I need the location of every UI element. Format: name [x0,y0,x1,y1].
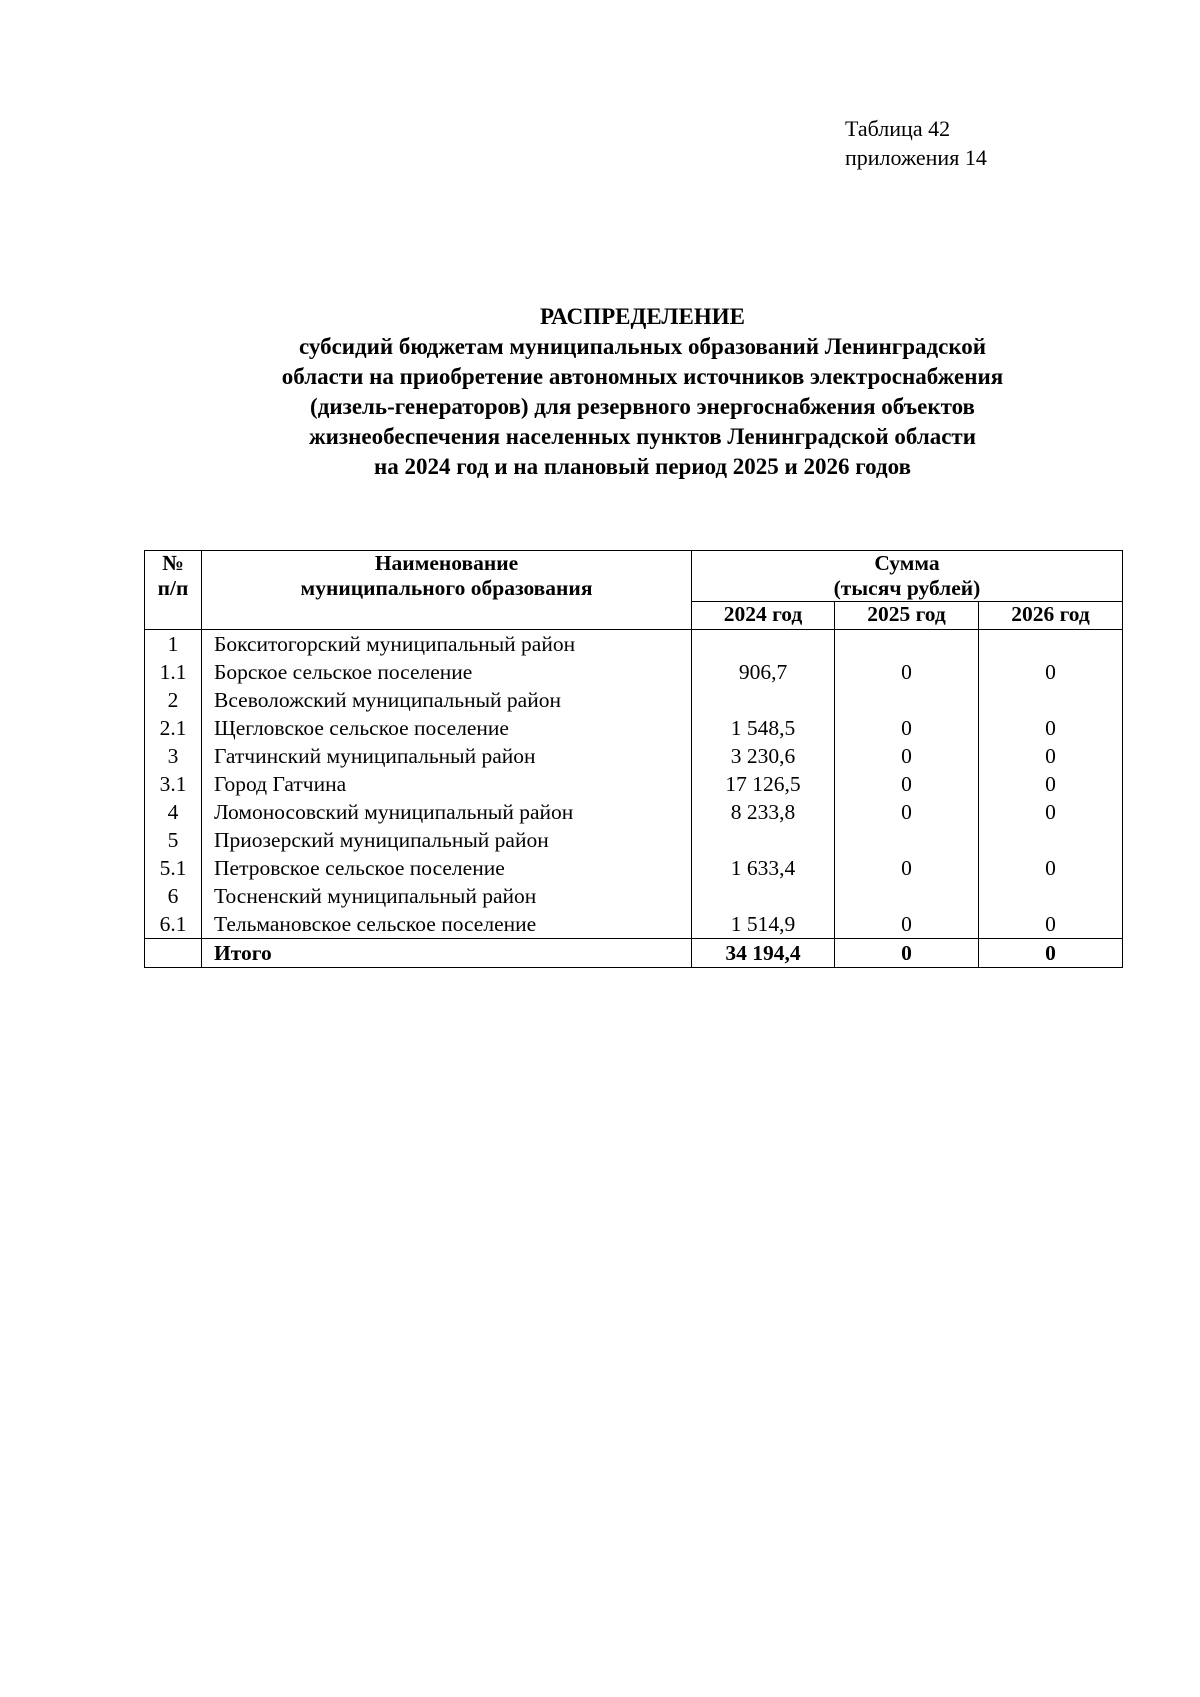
row-value-2025 [835,826,979,854]
row-number: 6 [145,882,202,910]
title-heading: РАСПРЕДЕЛЕНИЕ [540,304,745,329]
row-name: Тосненский муниципальный район [202,882,692,910]
row-number: 5.1 [145,854,202,882]
row-value-2025 [835,882,979,910]
row-number: 1.1 [145,658,202,686]
header-sum-unit: (тысяч рублей) [833,576,981,600]
row-name: Бокситогорский муниципальный район [202,630,692,659]
row-name: Всеволожский муниципальный район [202,686,692,714]
row-value-2024 [692,826,835,854]
total-value-2026: 0 [979,939,1123,968]
header-sum-line: Сумма [874,551,940,575]
row-value-2026 [979,630,1123,659]
row-value-2025: 0 [835,910,979,939]
distribution-table [144,550,1123,968]
row-value-2024: 1 514,9 [692,910,835,939]
row-name: Город Гатчина [202,770,692,798]
table-row [145,770,1123,798]
table-body [145,630,1123,968]
row-value-2025: 0 [835,854,979,882]
table-row [145,742,1123,770]
row-value-2024: 8 233,8 [692,798,835,826]
row-number: 1 [145,630,202,659]
row-name: Щегловское сельское поселение [202,714,692,742]
header-name-line: Наименование [374,551,519,575]
row-value-2025 [835,630,979,659]
appendix-number: приложения 14 [845,145,987,170]
row-value-2025: 0 [835,658,979,686]
row-name: Приозерский муниципальный район [202,826,692,854]
row-name: Тельмановское сельское поселение [202,910,692,939]
header-year-2025: 2025 год [835,602,979,630]
total-label: Итого [202,939,692,968]
header-sum [692,551,1123,602]
document-title [150,302,1135,482]
title-line: на 2024 год и на плановый период 2025 и 2026 годов [374,454,911,479]
row-name: Гатчинский муниципальный район [202,742,692,770]
table-row [145,714,1123,742]
row-value-2025: 0 [835,742,979,770]
row-value-2024: 17 126,5 [692,770,835,798]
table-row [145,658,1123,686]
row-value-2024 [692,630,835,659]
table-header [145,551,1123,630]
row-value-2025: 0 [835,798,979,826]
total-number [145,939,202,968]
row-value-2024: 3 230,6 [692,742,835,770]
row-number: 3.1 [145,770,202,798]
row-value-2026: 0 [979,714,1123,742]
total-row [145,939,1123,968]
header-year-2026: 2026 год [979,602,1123,630]
row-value-2024: 1 633,4 [692,854,835,882]
row-value-2024: 1 548,5 [692,714,835,742]
row-name: Ломоносовский муниципальный район [202,798,692,826]
table-row [145,826,1123,854]
row-value-2026: 0 [979,798,1123,826]
row-value-2026: 0 [979,854,1123,882]
row-value-2024 [692,882,835,910]
header-number-abbr: п/п [157,576,189,600]
row-value-2026: 0 [979,770,1123,798]
table-reference [845,114,987,172]
row-name: Петровское сельское поселение [202,854,692,882]
header-name-line: муниципального образования [300,576,593,600]
table-row [145,686,1123,714]
row-value-2024 [692,686,835,714]
row-name: Борское сельское поселение [202,658,692,686]
row-number: 6.1 [145,910,202,939]
header-number-symbol: № [162,551,184,575]
table-row [145,882,1123,910]
header-name [202,551,692,630]
row-value-2025: 0 [835,714,979,742]
table-row [145,630,1123,659]
row-value-2024: 906,7 [692,658,835,686]
table-row [145,798,1123,826]
row-value-2026: 0 [979,910,1123,939]
row-value-2025: 0 [835,770,979,798]
header-number [145,551,202,630]
title-line: области на приобретение автономных источников электроснабжения [281,364,1004,389]
total-value-2025: 0 [835,939,979,968]
row-value-2026 [979,882,1123,910]
table-row [145,910,1123,939]
row-value-2026: 0 [979,658,1123,686]
title-line: субсидий бюджетам муниципальных образований Ленинградской [298,334,987,359]
title-line: жизнеобеспечения населенных пунктов Ленинградской области [309,424,976,449]
header-year-2024: 2024 год [692,602,835,630]
title-line: (дизель-генераторов) для резервного энергоснабжения объектов [310,394,975,419]
row-number: 5 [145,826,202,854]
table-row [145,854,1123,882]
row-number: 4 [145,798,202,826]
row-value-2026: 0 [979,742,1123,770]
row-number: 2.1 [145,714,202,742]
row-number: 2 [145,686,202,714]
row-number: 3 [145,742,202,770]
total-value-2024: 34 194,4 [692,939,835,968]
row-value-2026 [979,826,1123,854]
row-value-2025 [835,686,979,714]
row-value-2026 [979,686,1123,714]
table-number: Таблица 42 [845,116,951,141]
